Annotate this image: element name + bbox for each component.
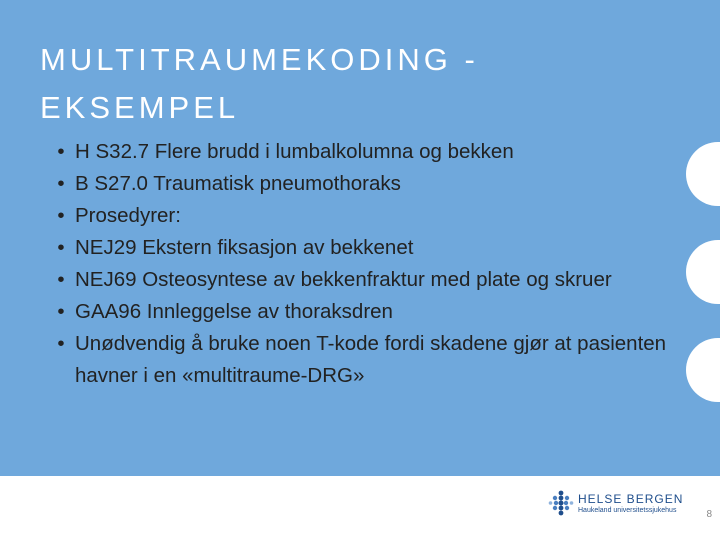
bullet-text: B S27.0 Traumatisk pneumothoraks <box>75 172 401 195</box>
bullet-text: H S32.7 Flere brudd i lumbalkolumna og bekken <box>75 140 514 163</box>
list-item <box>56 264 676 296</box>
bullet-list <box>56 136 676 392</box>
list-item <box>56 328 676 392</box>
logo-name: HELSE BERGEN <box>578 492 684 506</box>
decorative-circle <box>686 338 720 402</box>
bullet-icon: • <box>57 140 65 163</box>
bullet-text: Unødvendig å bruke noen T-kode fordi skadene gjør at pasienten havner i en «multitraume-DRG» <box>75 332 667 387</box>
list-item <box>56 136 676 168</box>
slide-title-line: EKSEMPEL <box>40 90 240 125</box>
bullet-icon: • <box>57 332 65 355</box>
bullet-icon: • <box>57 268 65 291</box>
slide-footer <box>0 476 720 540</box>
decorative-circle <box>686 240 720 304</box>
list-item <box>56 200 676 232</box>
bullet-icon: • <box>57 236 65 259</box>
slide-title-line: MULTITRAUMEKODING - <box>40 42 479 77</box>
bullet-icon: • <box>57 172 65 195</box>
logo-subtitle: Haukeland universitetssjukehus <box>578 507 677 514</box>
decorative-circle <box>686 142 720 206</box>
slide-title <box>40 36 600 132</box>
bullet-text: GAA96 Innleggelse av thoraksdren <box>75 300 393 323</box>
bullet-text: NEJ69 Osteosyntese av bekkenfraktur med plate og skruer <box>75 268 612 291</box>
list-item <box>56 168 676 200</box>
bullet-icon: • <box>57 204 65 227</box>
page-number: 8 <box>706 509 712 520</box>
helse-bergen-logo <box>548 490 698 520</box>
bullet-icon: • <box>57 300 65 323</box>
list-item <box>56 232 676 264</box>
list-item <box>56 296 676 328</box>
logo-dots-icon <box>548 490 574 516</box>
bullet-text: NEJ29 Ekstern fiksasjon av bekkenet <box>75 236 414 259</box>
bullet-text: Prosedyrer: <box>75 204 181 227</box>
